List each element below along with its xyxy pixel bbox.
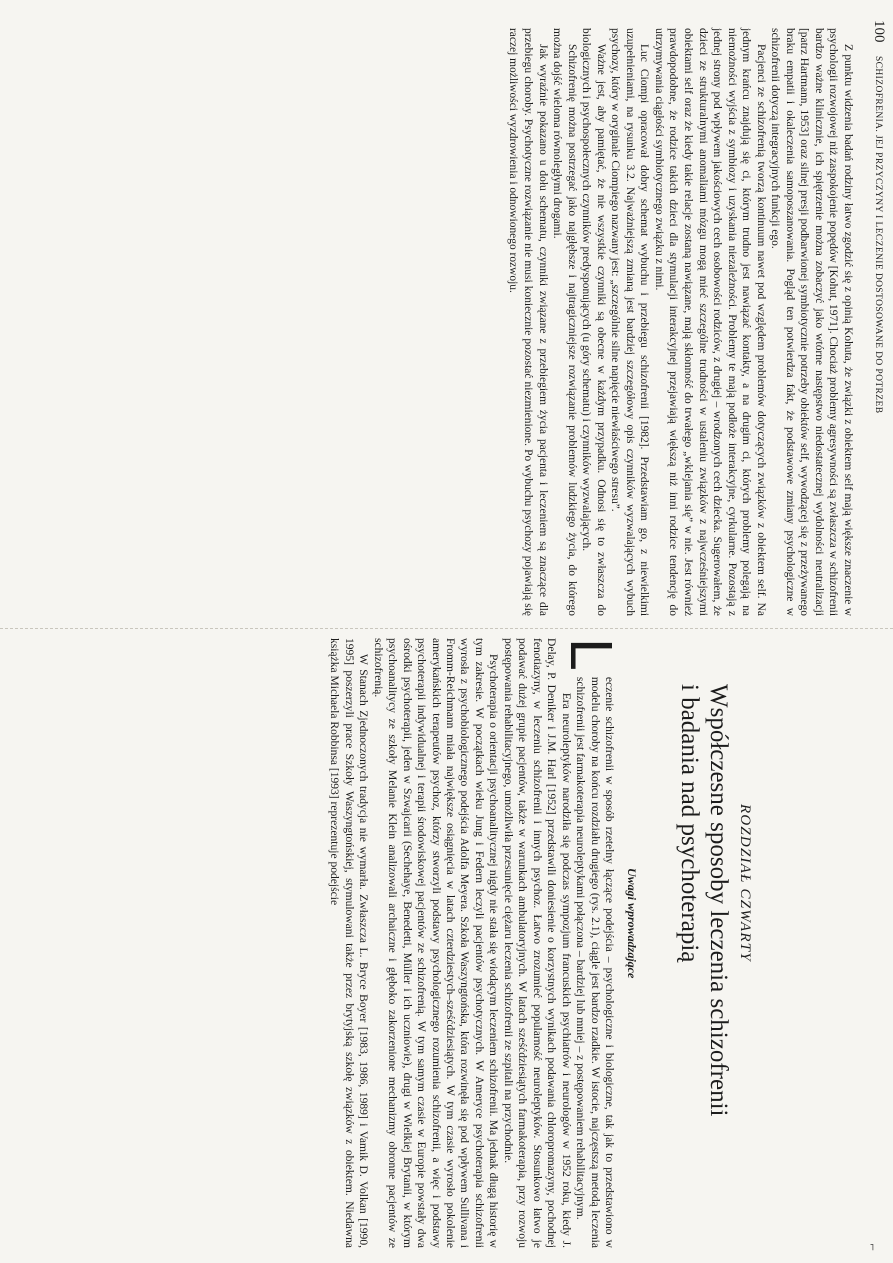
- running-head: SCHIZOFRENIA. JEJ PRZYCZYNY I LECZENIE DOSTOSOWANE DO POTRZEB: [873, 56, 883, 414]
- chapter-title-line: i badania nad psychoterapią: [676, 684, 703, 963]
- page-number: 100: [871, 20, 887, 43]
- scan-mark-icon: ⌐: [866, 1243, 877, 1252]
- paragraph: Psychoterapia o orientacji psychoanalitycznej nigdy nie stała się wiodącym leczeniem schizofrenii. Ma jednak długą historię w tym zakresie. W początkach wieku Jung i Federn leczyli pacjentów psychotycznych. W Ameryce psychoterapia schizofrenii wyrosła z psychobiologicznego podejścia Adolfa Meyera. Szkoła Waszyngtońska, która rozwinęła się pod wpływem Sullivana i Fromm-Reichmann miała największe osiągnięcia w latach czterdziestych–sześćdziesiątych. W tym czasie wyrosło pokolenie amerykańskich terapeutów psychoz, którzy stworzyli podstawy psychologicznego rozumienia schizofrenii, a więc i podstawy psychoterapii indywidualnej i terapii środowiskowej pacjentów ze schizofrenią. W tym samym czasie w Europie powstały dwa ośrodki psychoterapii, jeden w Szwajcarii (Sechehaye, Benedetti, Müller i ich uczniowie), drugi w Wielkiej Brytanii, w którym psychoanalitycy ze szkoły Melanie Klein analizowali archaiczne i głęboko zakorzenione mechanizmy obronne pacjentów ze schizofrenią.: [371, 638, 500, 1248]
- paragraph: Schizofrenię można postrzegać jako najgłębsze i najtragiczniejsze rozwiązanie problemów ludzkiego życia, do którego można dojść wieloma równoległymi drogami.: [551, 28, 578, 616]
- paragraph: Ważne jest, aby pamiętać, że nie wszystkie czynniki są obecne w każdym przypadku. Odnosi się to zwłaszcza do biologicznych i psychospołecznych czynników predysponujących (u góry schematu) i czynników wyzwalających.: [580, 28, 607, 616]
- paragraph: W Stanach Zjednoczonych tradycja nie wymarła. Zwłaszcza L. Bryce Boyer [1983, 1986, 1989] i Vamik D. Volkan [1990, 1995] poszerzyli prace Szkoły Waszyngtońskiej, stymulowani także przez brytyjską szkołę związków z obiektem. Niedawna książka Michaela Robbinsa [1993] reprezentuje podejście: [328, 638, 370, 1248]
- paragraph: Z punktu widzenia badań rodziny łatwo zgodzić się z opinią Kohuta, że związki z obiektem self mają większe znaczenie w psychologii rozwojowej niż zaspokojenie popędów [Kohut, 1971]. Chociaż problemy agresywności są zwłaszcza w schizofrenii bardzo ważne klinicznie, ich spiętrzenie można zobaczyć jako wtórne następstwo niedostatecznej wydolności neutralizacji [patrz Hartmann, 1953] oraz silnej presji podbarwionej symbiotycznie potrzeby obiektów self, wywodzącej się z przeżywanego braku empatii i okaleczenia samoposzanowania. Pogląd ten potwierdza fakt, że podstawowe zmiany psychologiczne w schizofrenii dotyczą integracyjnych funkcji ego.: [769, 28, 854, 616]
- section-title: Uwagi wprowadzające: [625, 868, 639, 979]
- paragraph: Pacjenci ze schizofrenią tworzą kontinuum nawet pod względem problemów dotyczących związków z obiektem self. Na jednym krańcu znajdują się ci, którym trudno jest nawiązać kontakty, a na drugim ci, których problemy polegają na niemożności wyjścia z symbiozy i uzyskania niezależności. Problemy te mają podłoże interakcyjne, cyrkularne. Pozostają z jednej strony pod wpływem jakościowych cech osobowości rodziców, z drugiej – wrodzonych cech dziecka. Sugerowałem, że dzieci ze strukturalnymi anomaliami mózgu mogą mieć szczególne trudności w ustaleniu związków z najwcześniejszymi obiektami self oraz że kiedy takie relacje zostaną nawiązane, mają skłonność do trwałego „wklejania się” w nie. Jest również prawdopodobne, że rodzice takich dzieci dla stymulacji interakcyjnej przejawiają większą niż inni rodzice tendencję do utrzymywania ciągłości symbiotycznego związku z nimi.: [652, 28, 767, 616]
- drop-cap: L: [558, 638, 624, 671]
- paragraph: [558, 638, 624, 1248]
- chapter-label: ROZDZIAŁ CZWARTY: [737, 804, 753, 962]
- chapter-title-line: Współczesne sposoby leczenia schizofrenii: [705, 684, 732, 1117]
- paragraph-text: eczenie schizofrenii w sposób rzetelny łączące podejścia – psychologiczne i biologiczne, tak jak to przedstawiono w modelu choroby na końcu rozdziału drugiego (rys. 2.1), ciągle jest bardzo rzadkie. W istocie, najczęstszą metodą leczenia schizofrenii jest farmakoterapia neuroleptykami połączona – bardziej lub mniej – z postępowaniem rehabilitacyjnym.: [574, 676, 615, 1248]
- paragraph: Era neuroleptyków narodziła się podczas sympozjum francuskich psychiatrów i neurologów w 1952 roku, kiedy J. Delay, P. Deniker i J.M. Harl [1952] przedstawili doniesienie o korzystnych wynikach podawania chloropromazyny, pochodnej fenotiazyny, w leczeniu schizofrenii i innych psychoz. Łatwo zrozumieć popularność neuroleptyków. Stosunkowo łatwo je podawać dużej grupie pacjentów, także w warunkach ambulatoryjnych. W latach sześćdziesiątych farmakoterapia, przy rozwoju postępowania rehabilitacyjnego, umożliwiła przesunięcie ciężaru leczenia schizofrenii ze szpitali na przychodnie.: [501, 638, 572, 1248]
- left-page: [0, 0, 893, 628]
- paragraph: Luc Ciompi opracował dobry schemat wybuchu i przebiegu schizofrenii [1982]. Przedstawiam go, z niewielkimi uzupełnieniami, na rysunku 3.2. Najważniejszą zmianą jest bardziej szczegółowy opis czynników wyzwalających wybuch psychozy, który w oryginale Ciompiego nazwany jest: „szczególnie silne napięcie niewłaściwego stresu”.: [609, 28, 651, 616]
- right-page: [0, 628, 893, 1263]
- right-page-body: [327, 638, 624, 1248]
- chapter-title: [675, 684, 733, 1254]
- left-page-body: [506, 28, 855, 616]
- paragraph: Jak wyraźnie pokazano u dołu schematu, czynniki związane z przebiegiem życia pacjenta i leczeniem są znaczące dla przebiegu choroby. Psychotyczne rozwiązanie nie musi koniecznie pozostać niezmienione. Po wybuchu psychozy pojawiają się raczej możliwości wyzdrowienia i odnowionego rozwoju.: [507, 28, 549, 616]
